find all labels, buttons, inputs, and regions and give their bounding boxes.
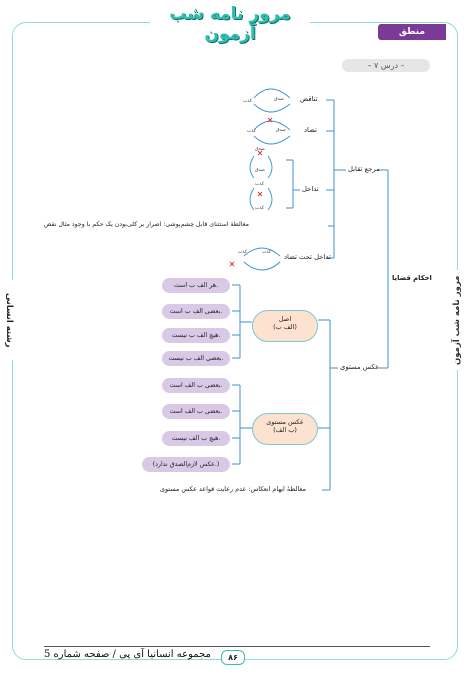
- converse-title: عکس مستوی: [266, 418, 304, 426]
- lesson-label: – درس ۷ –: [342, 59, 430, 72]
- branch-opposition-label: مرجع تقابل: [348, 165, 380, 173]
- subalternation-label: تداخل: [302, 185, 319, 193]
- side-label-right: مرور نامه شب آزمون: [452, 270, 468, 370]
- converse-item: هیچ ب الف نیست.: [162, 431, 230, 446]
- original-oval: [252, 310, 318, 342]
- converse-item: بعضی ب الف است.: [162, 378, 230, 393]
- icon-label-false: کذب: [247, 129, 256, 134]
- fallacy-note: مغالطهٔ استثنای قابل چشم‌پوشی: اصرار بر کلی‌بودن یک حکم با وجود مثال نقض: [44, 221, 249, 228]
- subject-tab: منطق: [378, 24, 446, 40]
- original-item: هر الف ب است.: [162, 278, 230, 293]
- branch-conversion-label: عکس مستوی: [340, 363, 380, 371]
- subcontrariety-label: تداخل تحت تضاد: [284, 253, 331, 261]
- original-subtitle: (الف ب): [273, 323, 297, 331]
- converse-item: بعضی ب الف است.: [162, 404, 230, 419]
- footer-text: مجموعه انسانیا آی پی / صفحه شماره 5: [44, 649, 211, 660]
- icon-label-true: صدق: [255, 168, 265, 173]
- original-item: بعضی الف ب است.: [162, 304, 230, 319]
- converse-item: (عکس لازم‌الصدق ندارد.): [142, 457, 230, 472]
- icon-label-false: کذب: [255, 182, 264, 187]
- page-number: ۸۶: [221, 650, 245, 665]
- root-label: احکام قضایا: [392, 274, 432, 282]
- icon-label-true: صدق: [274, 97, 284, 102]
- icon-label-true: صدق: [255, 147, 265, 152]
- icon-label-false: کذب: [255, 206, 264, 211]
- original-item: هیچ الف ب نیست.: [162, 328, 230, 343]
- contrariety-label: تضاد: [304, 126, 317, 134]
- icon-label-true: صدق: [276, 128, 286, 133]
- icon-label-false: کذب: [238, 250, 247, 255]
- converse-oval: [252, 413, 318, 445]
- original-title: اصل: [278, 315, 292, 323]
- conversion-fallacy: مغالطهٔ ایهام انعکاس: عدم رعایت قواعد عکس مستوی: [160, 485, 306, 493]
- original-item: بعضی الف ب نیست.: [162, 351, 230, 366]
- icon-label-false: کذب: [262, 250, 271, 255]
- contradiction-label: تناقض: [300, 95, 318, 103]
- icon-label-false: کذب: [243, 99, 252, 104]
- side-label-left: رشته انسانی: [0, 280, 14, 360]
- page-title: مرور نامه شب آزمون: [150, 4, 310, 30]
- footer-line: [44, 646, 430, 647]
- converse-subtitle: (ب الف): [273, 426, 297, 434]
